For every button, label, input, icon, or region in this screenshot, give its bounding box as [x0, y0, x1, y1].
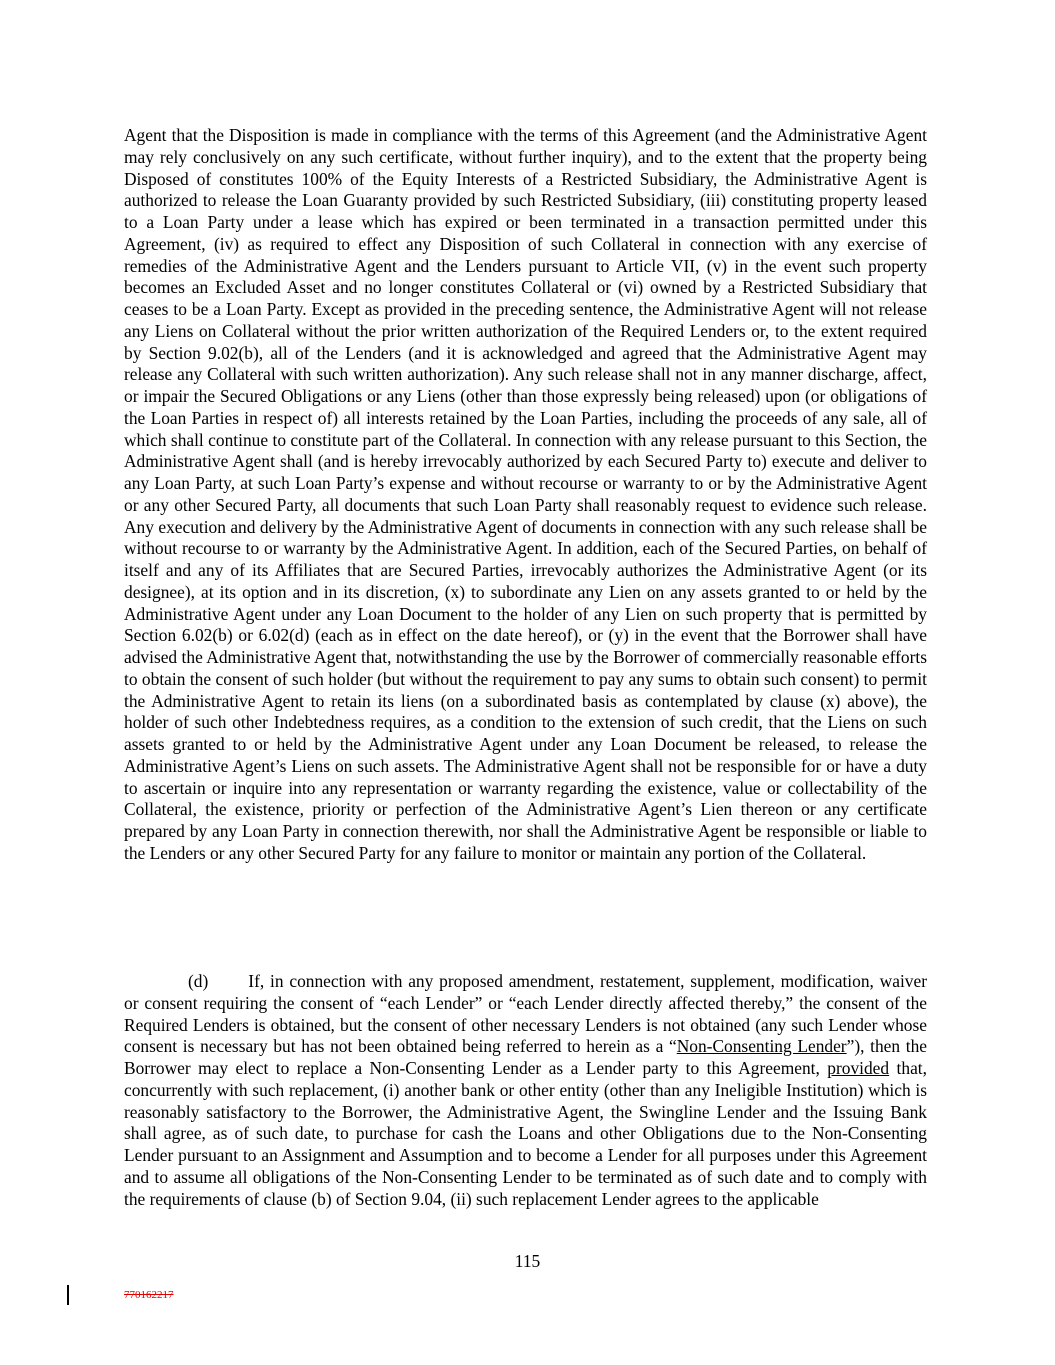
clause-text-part-a: If, in connection with any proposed amendment, restatement, supplement, modification, waiver or consent requiring the consent of “each Lender” or “each Lender directly affected thereby,” the consent of the Required Lenders is obtained, but the consent of other necessary Lenders is not obtained (any such Lender whose consent is necessary but has not been obtained being referred to herein as a “: [124, 971, 927, 1057]
document-id: 770162217: [124, 1289, 174, 1301]
clause-text-part-c: that, concurrently with such replacement, (i) another bank or other entity (other than any Ineligible Institution) which is reasonably satisfactory to the Borrower, the Administrative Agent, the Swingline Lender and the Issuing Bank shall agree, as of such date, to purchase for cash the Loans and other Obligations due to the Non-Consenting Lender pursuant to an Assignment and Assumption and to become a Lender for all purposes under this Agreement and to assume all obligations of the Non-Consenting Lender to be terminated as of such date and to comply with the requirements of clause (b) of Section 9.04, (ii) such replacement Lender agrees to the applicable: [124, 1058, 927, 1209]
revision-change-bar: [67, 1285, 69, 1305]
page-number: 115: [514, 1251, 541, 1271]
clause-label: (d): [188, 971, 209, 991]
defined-term-non-consenting-lender: Non-Consenting Lender: [676, 1036, 847, 1057]
paragraph-release-of-collateral: Agent that the Disposition is made in compliance with the terms of this Agreement (and the Administrative Agent may rely conclusively on any such certificate, without further inquiry), and to the extent that the property being Disposed of constitutes 100% of the Equity Interests of a Restricted Subsidiary, the Administrative Agent is authorized to release the Loan Guaranty provided by such Restricted Subsidiary, (iii) constituting property leased to a Loan Party under a lease which has expired or been terminated in a transaction permitted under this Agreement, (iv) as required to effect any Disposition of such Collateral in connection with any exercise of remedies of the Administrative Agent and the Lenders pursuant to Article VII, (v) in the event such property becomes an Excluded Asset and no longer constitutes Collateral or (vi) owned by a Restricted Subsidiary that ceases to be a Loan Party. Except as provided in the preceding sentence, the Administrative Agent will not release any Liens on Collateral without the prior written authorization of the Required Lenders or, to the extent required by Section 9.02(b), all of the Lenders (and it is acknowledged and agreed that the Administrative Agent may release any Collateral with such written authorization). Any such release shall not in any manner discharge, affect, or impair the Secured Obligations or any Liens (other than those expressly being released) upon (or obligations of the Loan Parties in respect of) all interests retained by the Loan Parties, including the proceeds of any sale, all of which shall continue to constitute part of the Collateral. In connection with any release pursuant to this Section, the Administrative Agent shall (and is hereby irrevocably authorized by each Secured Party to) execute and deliver to any Loan Party, at such Loan Party’s expense and without recourse or warranty to or by the Administrative Agent or any other Secured Party, all documents that such Loan Party shall reasonably request to evidence such release. Any execution and delivery by the Administrative Agent of documents in connection with any such release shall be without recourse to or warranty by the Administrative Agent. In addition, each of the Secured Parties, on behalf of itself and any of its Affiliates that are Secured Parties, irrevocably authorizes the Administrative Agent (or its designee), at its option and in its discretion, (x) to subordinate any Lien on any assets granted to or held by the Administrative Agent under any Loan Document to the holder of any Lien on such property that is permitted by Section 6.02(b) or 6.02(d) (each as in effect on the date hereof), or (y) in the event that the Borrower shall have advised the Administrative Agent that, notwithstanding the use by the Borrower of commercially reasonable efforts to obtain the consent of such holder (but without the requirement to pay any sums to obtain such consent) to permit the Administrative Agent to retain its liens (on a subordinated basis as contemplated by clause (x) above), the holder of such other Indebtedness requires, as a condition to the extension of such credit, that the Liens on such assets granted to or held by the Administrative Agent under any Loan Document be released, to release the Administrative Agent’s Liens on such assets. The Administrative Agent shall not be responsible for or have a duty to ascertain or inquire into any representation or warranty regarding the existence, value or collectability of the Collateral, the existence, priority or perfection of the Administrative Agent’s Lien thereon or any certificate prepared by any Loan Party in connection therewith, nor shall the Administrative Agent be responsible or liable to the Lenders or any other Secured Party for any failure to monitor or maintain any portion of the Collateral.: [124, 125, 927, 863]
paragraph-non-consenting-lender: [124, 971, 927, 1210]
proviso-term: provided: [827, 1058, 890, 1078]
clause-text-part-b: ”), then the Borrower may elect to replace a Non-Consenting Lender as a Lender party to this Agreement,: [124, 1036, 927, 1078]
